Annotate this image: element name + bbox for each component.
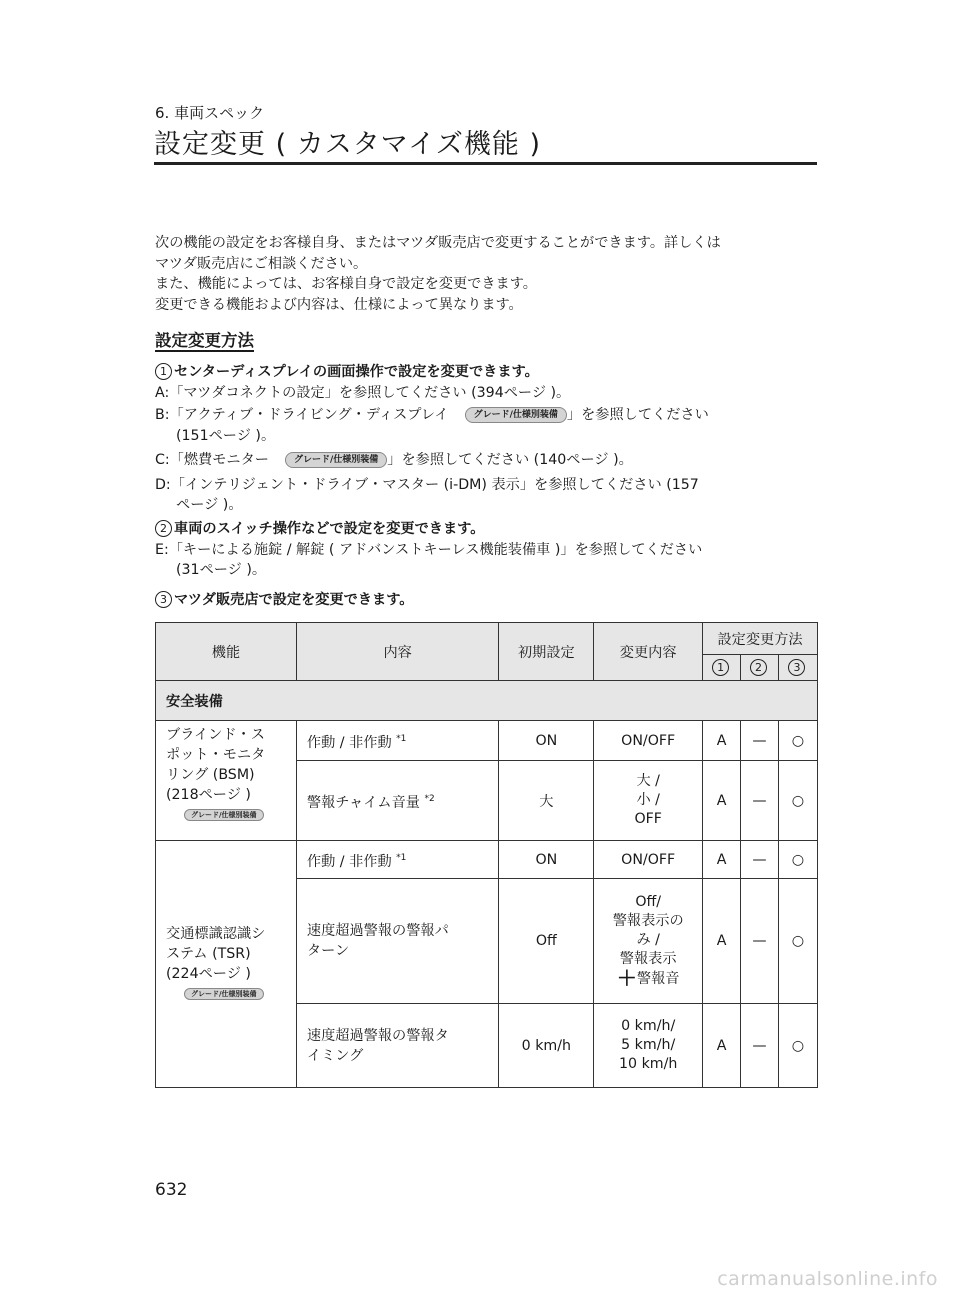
method-2-cell: — — [741, 841, 779, 879]
method-1-b-cont: (151ページ )。 — [176, 427, 276, 444]
method-1-c — [155, 450, 820, 471]
method-2-cell: — — [741, 761, 779, 841]
page-title: 設定変更 ( カスタマイズ機能 ) — [154, 129, 542, 160]
method-1-cell: A — [703, 1004, 741, 1088]
circled-number-2: 2 — [750, 659, 767, 676]
feature-tsr-line: ステム (TSR) — [166, 946, 251, 962]
method-1-block — [155, 362, 820, 516]
watermark: carmanualsonline.info — [717, 1268, 938, 1290]
method-1-heading — [155, 362, 820, 383]
content-line: 速度超過警報の警報パ — [306, 923, 449, 939]
method-2-e-cont: (31ページ )。 — [176, 562, 267, 578]
method-1-b-text: B:「アクティブ・ドライビング・ディスプレイ — [155, 407, 449, 423]
default-cell: Off — [499, 879, 594, 1004]
method-3-heading-text: マツダ販売店で設定を変更できます。 — [174, 592, 414, 608]
feature-bsm-line: リング (BSM) — [166, 767, 255, 783]
method-2-cell: — — [741, 879, 779, 1004]
circled-number-3: 3 — [155, 591, 172, 608]
default-cell: 大 — [499, 761, 594, 841]
intro-line: マツダ販売店にご相談ください。 — [155, 255, 368, 272]
content-cell — [296, 879, 499, 1004]
method-3-cell: ○ — [778, 1004, 817, 1088]
grade-badge: グレード/仕様別装備 — [465, 407, 567, 423]
header-feature: 機能 — [156, 623, 297, 681]
plus-icon: ＋ — [616, 966, 637, 990]
content-text: 警報チャイム音量 — [306, 794, 420, 811]
default-cell: ON — [499, 721, 594, 761]
change-line: Off/ — [635, 894, 662, 910]
method-1-cell: A — [703, 879, 741, 1004]
content-text: 作動 / 非作動 — [306, 734, 392, 751]
change-line: 警報表示 — [619, 951, 677, 967]
title-rule — [154, 162, 817, 165]
method-1-cell: A — [703, 841, 741, 879]
method-3-cell: ○ — [778, 761, 817, 841]
feature-bsm-line: (218ページ ) — [166, 787, 251, 803]
method-1-b-text-end: 」を参照してください — [566, 407, 709, 423]
change-line: OFF — [634, 811, 662, 827]
change-cell — [594, 879, 703, 1004]
feature-bsm-line: ポット・モニタ — [166, 747, 266, 763]
feature-tsr-line: (224ページ ) — [166, 966, 251, 982]
method-3-heading — [155, 590, 820, 611]
change-line: 小 / — [636, 792, 660, 808]
feature-tsr — [156, 841, 297, 1088]
intro-line: また、機能によっては、お客様自身で設定を変更できます。 — [155, 276, 537, 292]
method-2-e: E:「キーによる施錠 / 解錠 ( アドバンストキーレス機能装備車 )」を参照してください — [155, 541, 703, 558]
grade-badge: グレード/仕様別装備 — [184, 988, 264, 1000]
change-line: 大 / — [636, 773, 660, 789]
method-3-block — [155, 590, 820, 611]
change-line — [594, 966, 702, 990]
method-1-cell: A — [703, 761, 741, 841]
method-1-heading-text: センターディスプレイの画面操作で設定を変更できます。 — [174, 364, 539, 380]
method-2-heading-text: 車両のスイッチ操作などで設定を変更できます。 — [174, 521, 485, 537]
method-1-cell: A — [703, 721, 741, 761]
method-3-cell: ○ — [778, 841, 817, 879]
change-line: 5 km/h/ — [621, 1037, 676, 1053]
circled-number-1: 1 — [712, 659, 729, 676]
change-cell — [594, 1004, 703, 1088]
content-cell — [296, 761, 499, 841]
change-cell: ON/OFF — [594, 841, 703, 879]
circled-number-3: 3 — [788, 659, 805, 676]
feature-tsr-line: 交通標識認識シ — [166, 926, 266, 942]
content-cell — [296, 1004, 499, 1088]
method-1-c-text-end: 」を参照してください (140ページ )。 — [387, 452, 633, 468]
method-2-cell: — — [741, 721, 779, 761]
section-heading: 設定変更方法 — [155, 331, 254, 350]
change-text: 警報音 — [636, 971, 680, 987]
intro-line: 変更できる機能および内容は、仕様によって異なります。 — [155, 296, 523, 313]
method-1-d-cont: ページ )。 — [176, 497, 243, 513]
content-text: 作動 / 非作動 — [306, 853, 392, 870]
default-cell: 0 km/h — [499, 1004, 594, 1088]
footnote-mark: *1 — [396, 852, 407, 863]
footnote-mark: *1 — [396, 733, 407, 744]
chapter-label: 6. 車両スペック — [155, 104, 265, 122]
content-line: イミング — [306, 1047, 364, 1064]
change-line: み / — [636, 932, 660, 948]
change-line: 警報表示の — [612, 913, 684, 929]
method-1-b — [155, 405, 820, 426]
header-method: 設定変更方法 — [703, 623, 818, 655]
circled-number-1: 1 — [155, 363, 172, 380]
content-line: ターン — [306, 943, 350, 959]
method-1-c-text: C:「燃費モニター — [155, 452, 269, 468]
method-3-cell: ○ — [778, 721, 817, 761]
method-3-cell: ○ — [778, 879, 817, 1004]
method-2-heading — [155, 519, 820, 540]
change-line: 10 km/h — [619, 1056, 678, 1072]
content-cell — [296, 721, 499, 761]
feature-bsm-line: ブラインド・ス — [166, 727, 265, 743]
header-change: 変更内容 — [594, 623, 703, 681]
intro-line: 次の機能の設定をお客様自身、またはマツダ販売店で変更することができます。詳しくは — [155, 235, 721, 251]
footnote-mark: *2 — [424, 793, 435, 804]
method-2-cell: — — [741, 1004, 779, 1088]
header-method-2 — [741, 655, 779, 681]
method-2-block — [155, 519, 820, 581]
header-content: 内容 — [296, 623, 499, 681]
content-cell — [296, 841, 499, 879]
header-default: 初期設定 — [499, 623, 594, 681]
settings-table — [155, 622, 818, 1088]
circled-number-2: 2 — [155, 520, 172, 537]
method-1-a: A:「マツダコネクトの設定」を参照してください (394ページ )。 — [155, 384, 571, 401]
method-1-d: D:「インテリジェント・ドライブ・マスター (i-DM) 表示」を参照してください (157 — [155, 476, 699, 493]
table-row — [156, 721, 818, 761]
header-method-1 — [703, 655, 741, 681]
default-cell: ON — [499, 841, 594, 879]
section-row-safety: 安全装備 — [156, 681, 818, 721]
page-number: 632 — [155, 1180, 188, 1200]
change-cell — [594, 761, 703, 841]
table-row — [156, 841, 818, 879]
header-method-3 — [778, 655, 817, 681]
feature-bsm — [156, 721, 297, 841]
content-line: 速度超過警報の警報タ — [306, 1027, 449, 1044]
intro-paragraph — [155, 233, 820, 315]
change-cell: ON/OFF — [594, 721, 703, 761]
grade-badge: グレード/仕様別装備 — [184, 809, 264, 821]
grade-badge: グレード/仕様別装備 — [285, 452, 387, 468]
change-line: 0 km/h/ — [621, 1018, 676, 1034]
